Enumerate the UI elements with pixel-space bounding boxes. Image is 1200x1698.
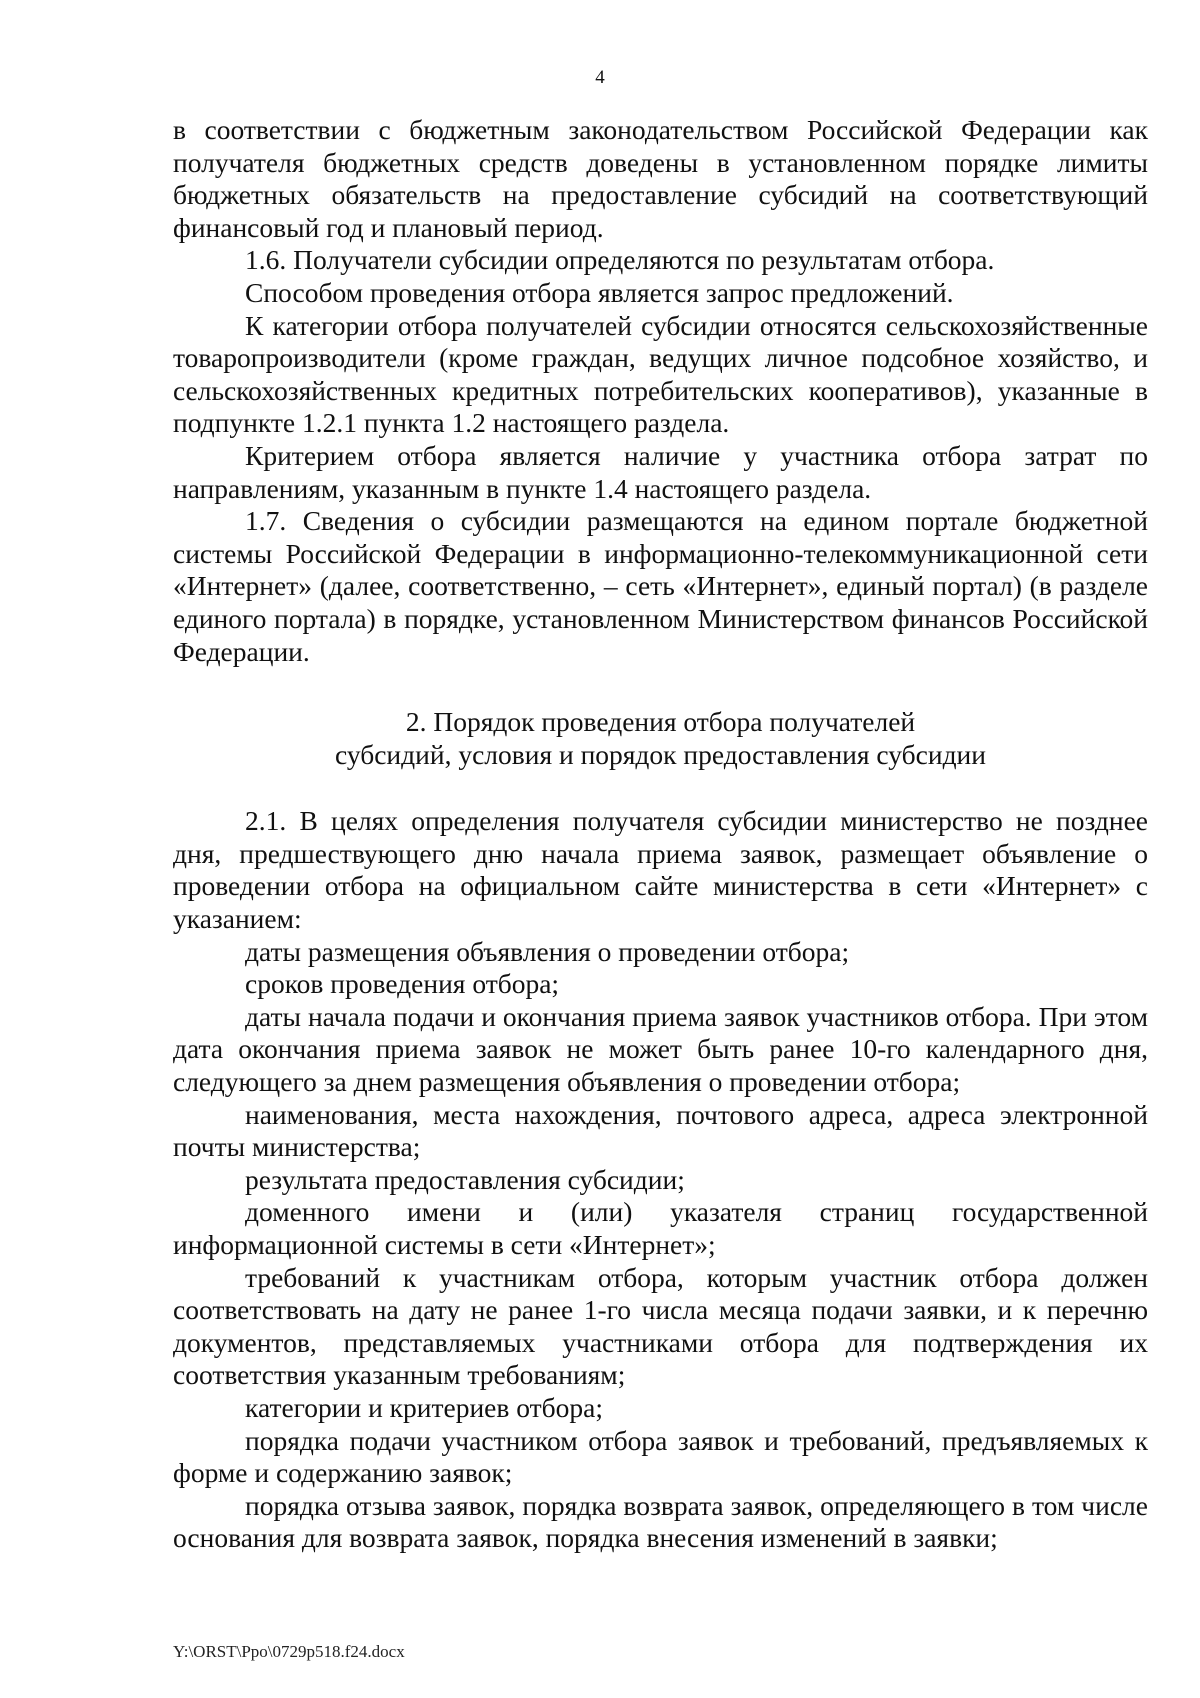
paragraph-selection-category: К категории отбора получателей субсидии относятся сельскохозяйственные товаропроизводители (кроме граждан, ведущих личное подсобное хозяйство, и сельскохозяйственных кредитных потребительских кооперативов), указанные в подпункте 1.2.1 пункта 1.2 настоящего раздела. bbox=[173, 309, 1148, 439]
paragraph-1-6: 1.6. Получатели субсидии определяются по результатам отбора. bbox=[245, 244, 995, 276]
list-item-domain-name: доменного имени и (или) указателя страниц государственной информационной системы в сети «Интернет»; bbox=[173, 1196, 1148, 1260]
page-number: 4 bbox=[595, 67, 605, 88]
paragraph-1-7: 1.7. Сведения о субсидии размещаются на едином портале бюджетной системы Российской Федерации в информационно-телекоммуникационной сети «Интернет» (далее, соответственно, – сеть «Интернет», единый портал) (в разделе единого портала) в порядке, установленном Министерством финансов Российской Федерации. bbox=[173, 505, 1148, 667]
paragraph-selection-criterion: Критерием отбора является наличие у участника отбора затрат по направлениям, указанным в пункте 1.4 настоящего раздела. bbox=[173, 439, 1148, 504]
paragraph-selection-method: Способом проведения отбора является запрос предложений. bbox=[245, 276, 954, 308]
list-item-application-withdrawal: порядка отзыва заявок, порядка возврата заявок, определяющего в том числе основания для возврата заявок, порядка внесения изменений в заявки; bbox=[173, 1489, 1148, 1554]
paragraph-continuation: в соответствии с бюджетным законодательством Российской Федерации как получателя бюджетных средств доведены в установленном порядке лимиты бюджетных обязательств на предоставление субсидий на соответствующий финансовый год и плановый период. bbox=[173, 114, 1148, 243]
list-item-application-dates: даты начала подачи и окончания приема заявок участников отбора. При этом дата окончания приема заявок не может быть ранее 10-го календарного дня, следующего за днем размещения объявления о проведении отбора; bbox=[173, 1000, 1148, 1098]
list-item-participant-requirements: требований к участникам отбора, которым участник отбора должен соответствовать на дату не ранее 1-го числа месяца подачи заявки, и к перечню документов, представляемых участниками отбора для подтверждения их соответствия указанным требованиям; bbox=[173, 1261, 1148, 1391]
section-heading-line-1: 2. Порядок проведения отбора получателей bbox=[405, 706, 916, 738]
list-item-application-procedure: порядка подачи участником отбора заявок и требований, предъявляемых к форме и содержанию заявок; bbox=[173, 1424, 1148, 1489]
list-item-announcement-date: даты размещения объявления о проведении отбора; bbox=[245, 935, 850, 967]
list-item-categories-criteria: категории и критериев отбора; bbox=[245, 1391, 603, 1423]
paragraph-2-1: 2.1. В целях определения получателя субсидии министерство не позднее дня, предшествующего дню начала приема заявок, размещает объявление о проведении отбора на официальном сайте министерства в сети «Интернет» с указанием: bbox=[173, 805, 1148, 935]
list-item-selection-terms: сроков проведения отбора; bbox=[245, 968, 560, 1000]
list-item-subsidy-result: результата предоставления субсидии; bbox=[245, 1163, 685, 1195]
section-heading-line-2: субсидий, условия и порядок предоставления субсидии bbox=[335, 738, 986, 770]
footer-file-path: Y:\ORST\Ppo\0729p518.f24.docx bbox=[173, 1642, 405, 1661]
list-item-ministry-contacts: наименования, места нахождения, почтового адреса, адреса электронной почты министерства; bbox=[173, 1098, 1148, 1163]
document-body bbox=[173, 114, 1148, 1555]
